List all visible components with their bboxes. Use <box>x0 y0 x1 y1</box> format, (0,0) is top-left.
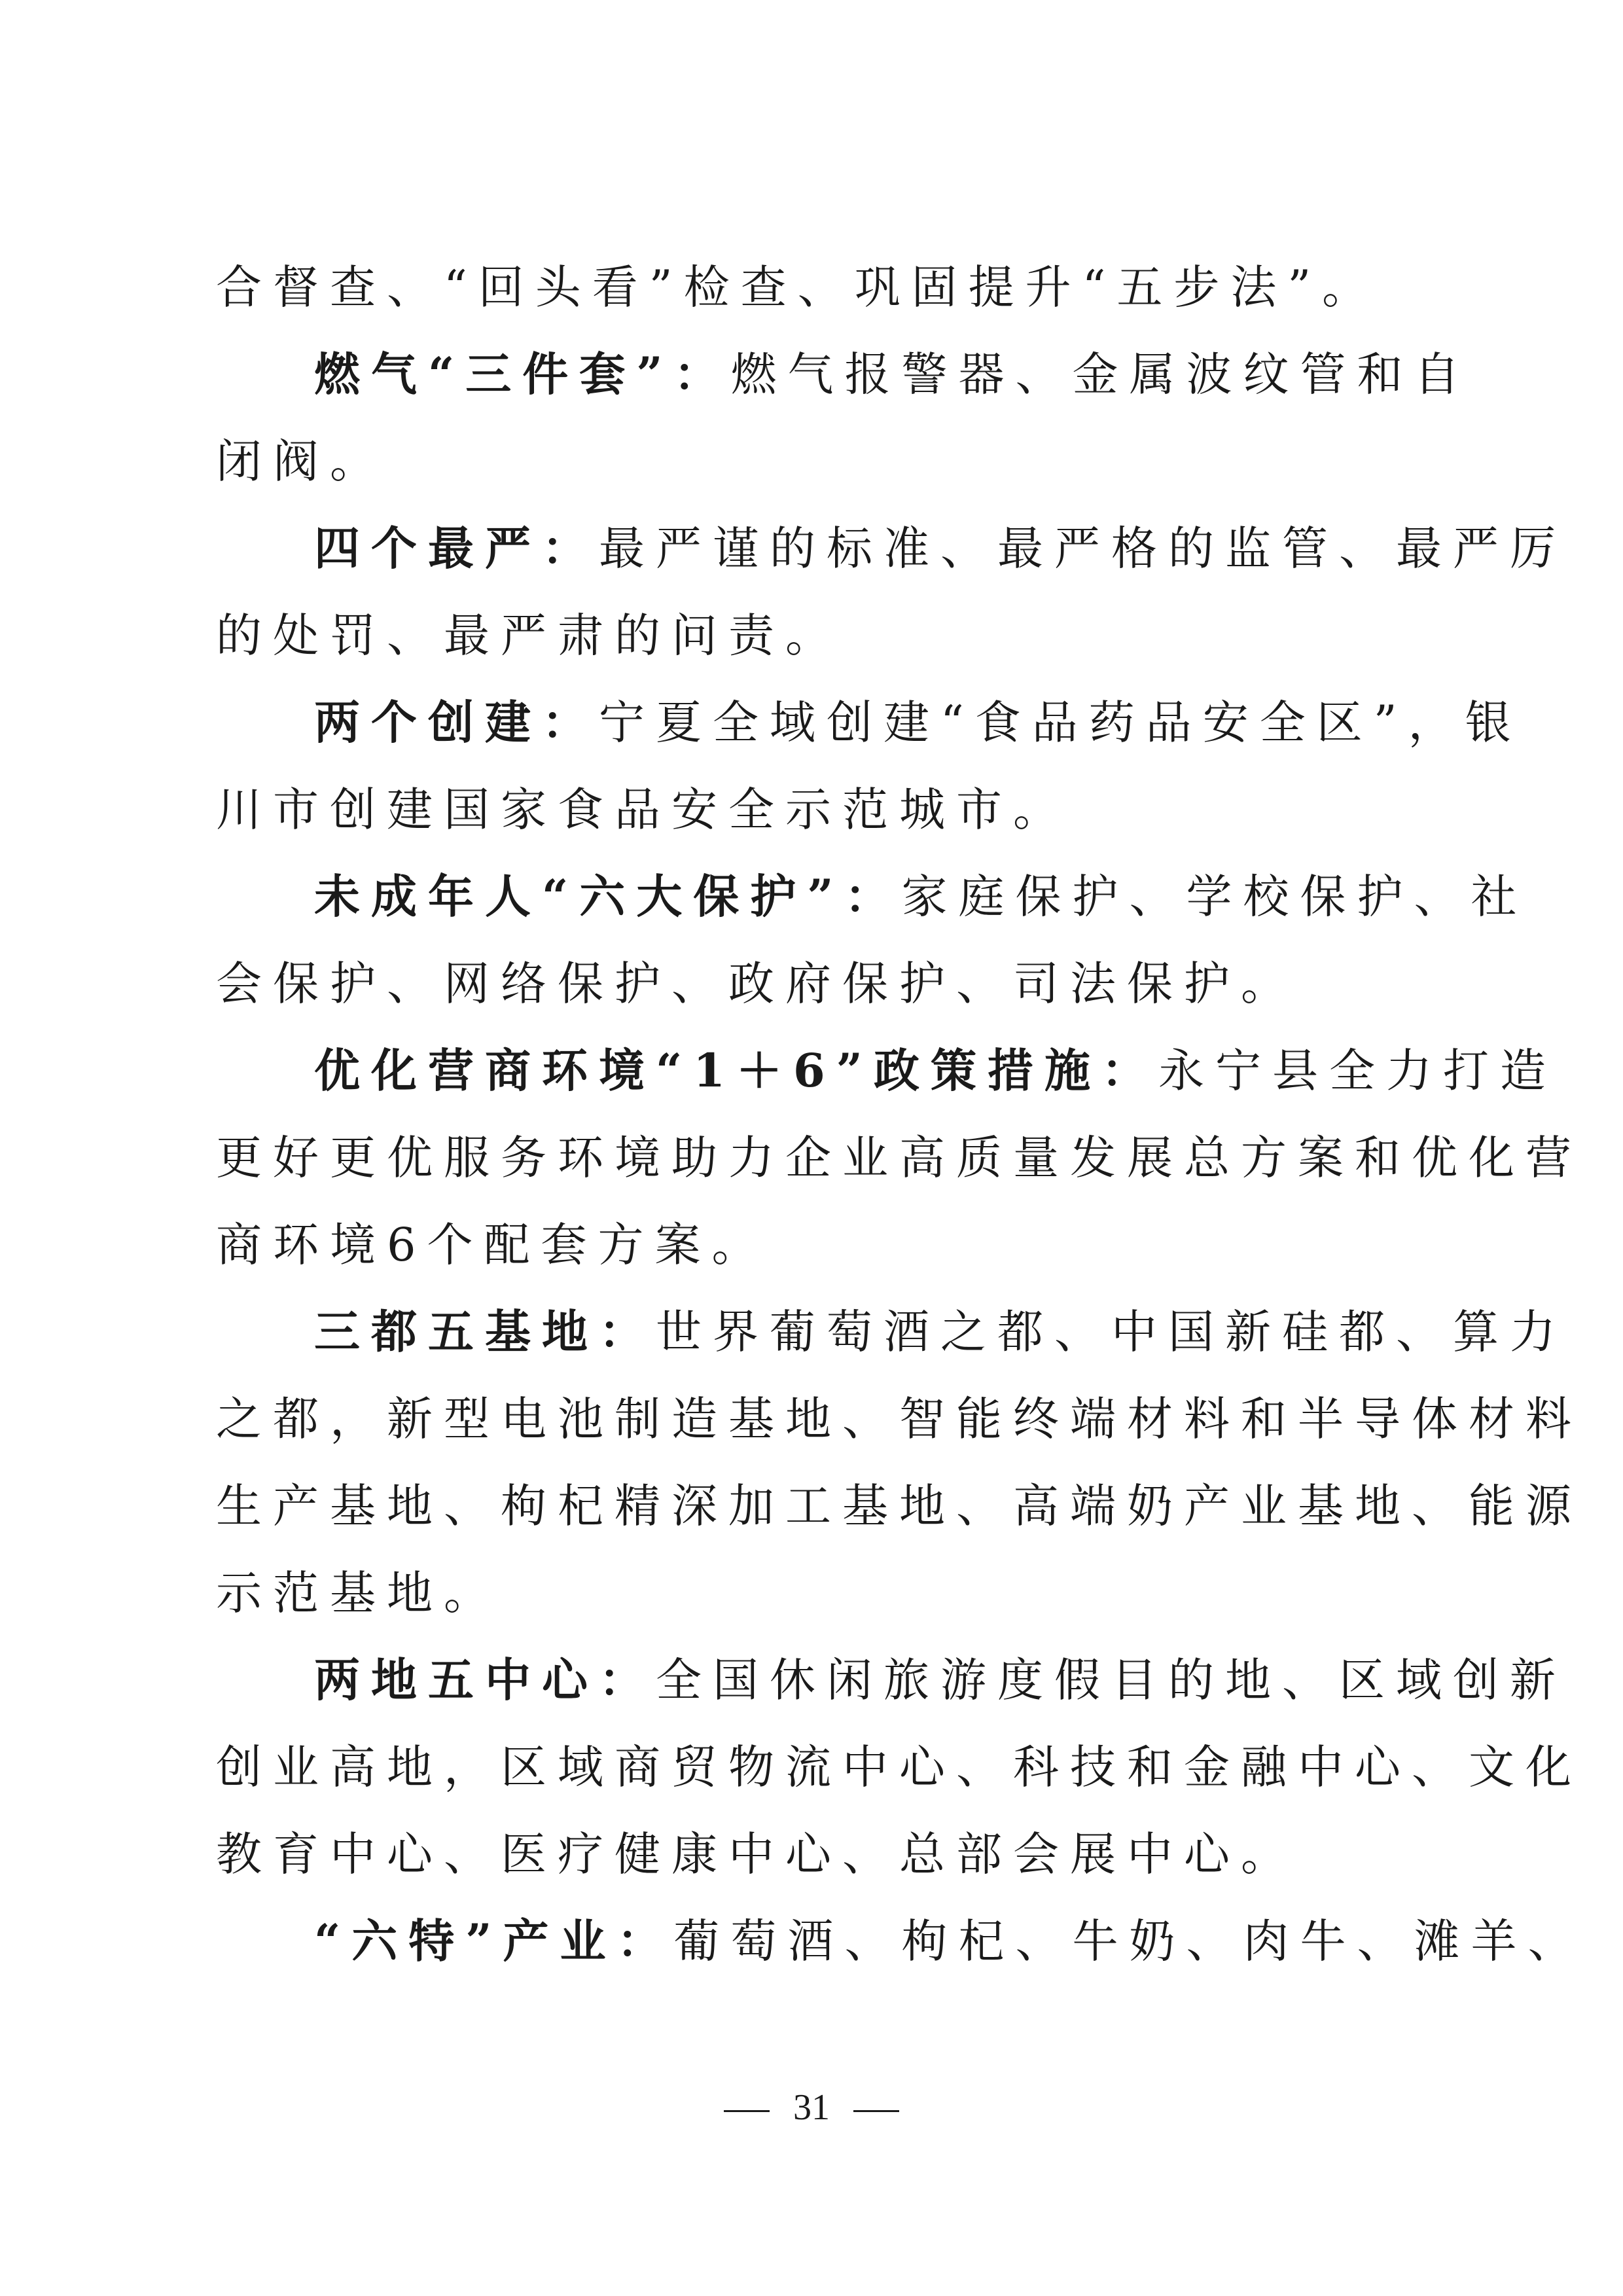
page-footer <box>0 2081 1623 2134</box>
definition-text: 闭阀。 <box>216 435 387 488</box>
definition-text: 商环境6个配套方案。 <box>216 1218 769 1272</box>
text-line <box>216 1723 1582 1810</box>
text-line <box>216 1027 1557 1114</box>
definition-text: 会保护、网络保护、政府保护、司法保护。 <box>216 957 1298 1011</box>
definition-text: 最严谨的标准、最严格的监管、最严厉 <box>599 522 1567 575</box>
text-line <box>216 1897 1585 1984</box>
term-label: 三都五基地： <box>314 1304 656 1359</box>
text-line <box>216 1375 1582 1462</box>
definition-text: 永宁县全力打造 <box>1158 1044 1557 1098</box>
text-line <box>216 1636 1567 1723</box>
definition-text: 全国休闲旅游度假目的地、区域创新 <box>656 1653 1567 1707</box>
definition-text: 更好更优服务环境助力企业高质量发展总方案和优化营 <box>216 1131 1582 1185</box>
text-line <box>216 243 1407 331</box>
text-line <box>216 1201 1407 1288</box>
text-line <box>216 940 1407 1027</box>
text-line <box>216 1549 1407 1636</box>
text-line <box>216 1288 1567 1375</box>
text-line <box>216 853 1528 940</box>
definition-text: 示范基地。 <box>216 1566 501 1620</box>
text-line <box>216 418 1407 505</box>
definition-text: 世界葡萄酒之都、中国新硅都、算力 <box>656 1305 1567 1359</box>
term-label: 燃气“三件套”： <box>314 347 731 401</box>
term-label: “六特”产业： <box>314 1914 674 1968</box>
term-label: 未成年人“六大保护”： <box>314 869 902 924</box>
term-label: 两个创建： <box>314 695 599 749</box>
definition-text: 合督查、“回头看”检查、巩固提升“五步法”。 <box>216 260 1380 314</box>
definition-text: 家庭保护、学校保护、社 <box>901 870 1528 924</box>
definition-text: 葡萄酒、枸杞、牛奶、肉牛、滩羊、 <box>673 1914 1585 1968</box>
text-line <box>216 1114 1582 1201</box>
term-label: 两地五中心： <box>314 1653 656 1707</box>
text-line <box>216 1462 1582 1549</box>
text-line <box>216 592 1407 679</box>
text-line <box>216 766 1407 853</box>
definition-text: 生产基地、枸杞精深加工基地、高端奶产业基地、能源 <box>216 1479 1582 1533</box>
definition-text: 燃气报警器、金属波纹管和自 <box>730 348 1471 401</box>
term-label: 优化营商环境“1＋6”政策措施： <box>314 1043 1158 1098</box>
text-line <box>216 331 1471 418</box>
definition-text: 的处罚、最严肃的问责。 <box>216 609 842 662</box>
definition-text: 创业高地，区域商贸物流中心、科技和金融中心、文化 <box>216 1740 1582 1794</box>
text-line <box>216 1810 1407 1897</box>
page-number: 31 <box>793 2087 830 2128</box>
footer-dash-left <box>724 2110 770 2112</box>
definition-text: 宁夏全域创建“食品药品安全区”，银 <box>599 696 1522 749</box>
definition-text: 教育中心、医疗健康中心、总部会展中心。 <box>216 1827 1298 1881</box>
text-line <box>216 679 1522 766</box>
text-line <box>216 505 1567 592</box>
definition-text: 川市创建国家食品安全示范城市。 <box>216 783 1070 836</box>
term-label: 四个最严： <box>314 521 599 575</box>
footer-dash-right <box>853 2110 899 2112</box>
document-body <box>216 243 1585 1984</box>
definition-text: 之都，新型电池制造基地、智能终端材料和半导体材料 <box>216 1392 1582 1446</box>
